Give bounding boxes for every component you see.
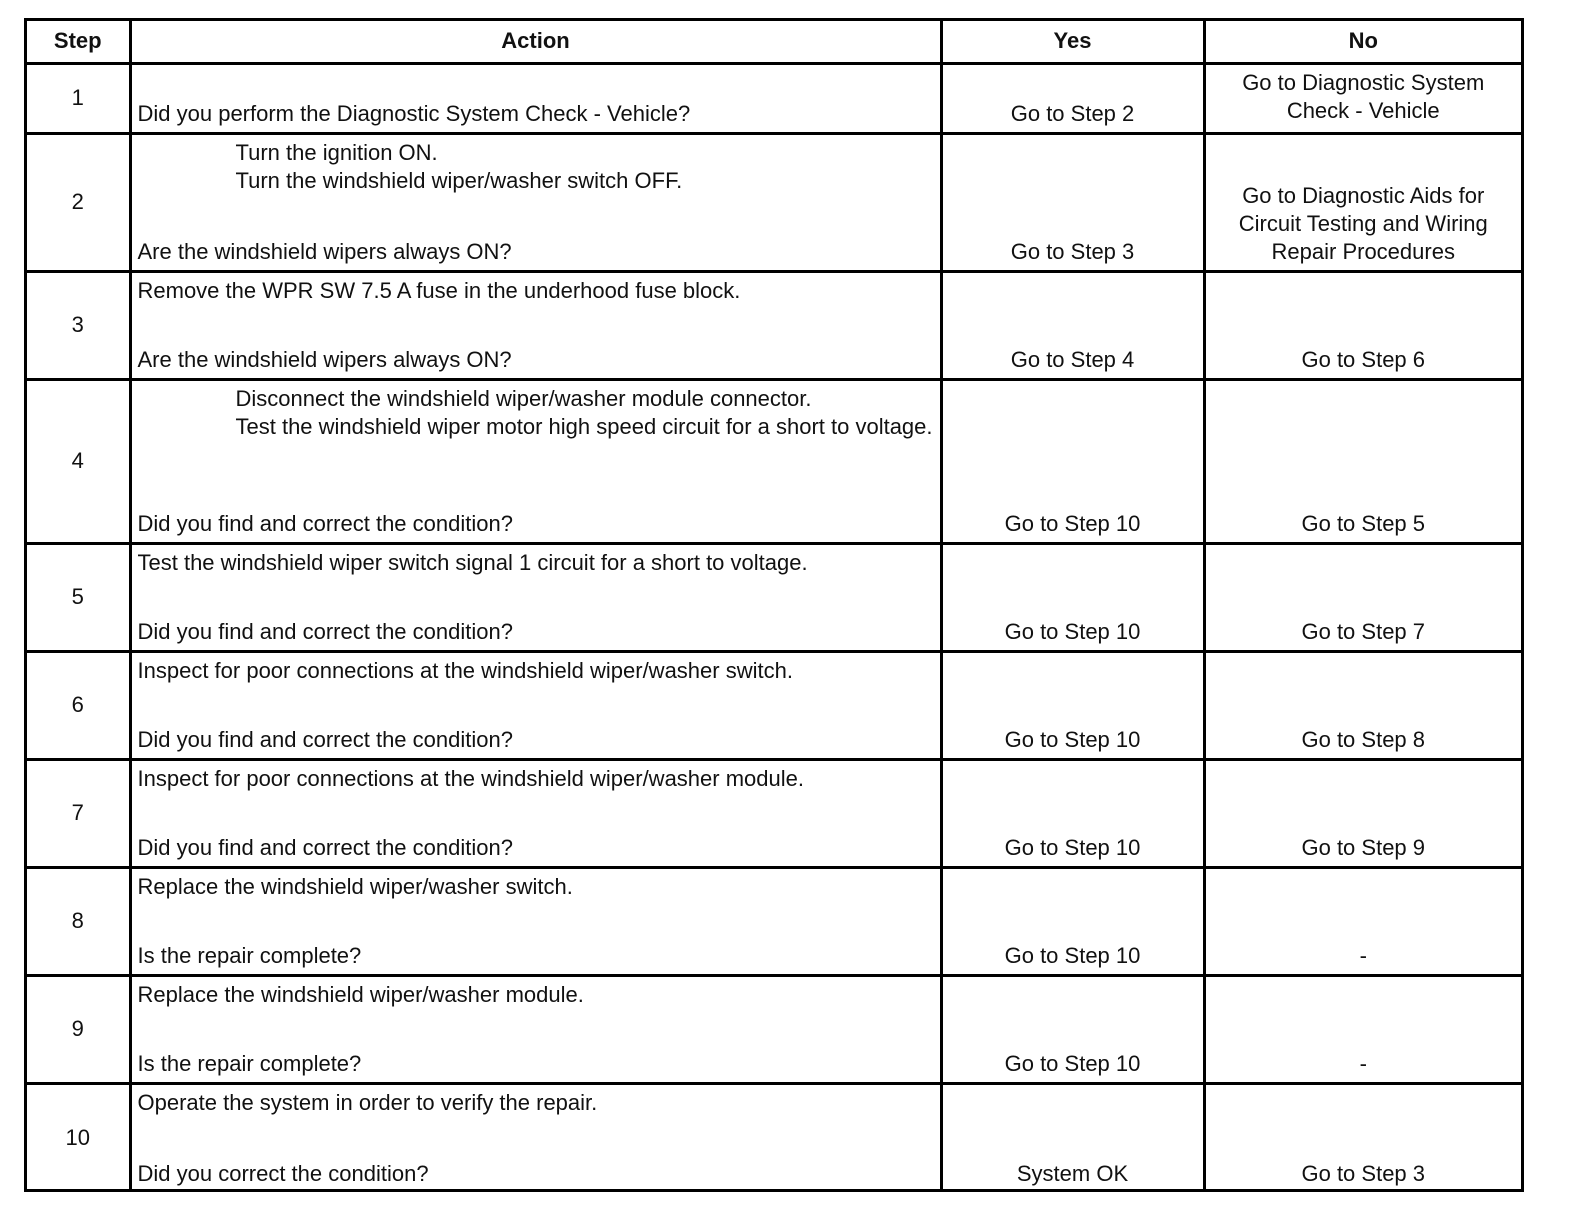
table-row — [27, 543, 1521, 651]
table-row — [27, 867, 1521, 975]
table-row — [27, 271, 1521, 379]
instruction-item: Turn the ignition ON. — [235, 139, 438, 165]
step-number: 10 — [27, 1083, 130, 1192]
instruction-text: Replace the windshield wiper/washer module. — [137, 981, 584, 1007]
action-question: Did you find and correct the condition? — [137, 618, 513, 644]
action-question: Is the repair complete? — [137, 1050, 362, 1076]
action-question: Are the windshield wipers always ON? — [137, 346, 512, 372]
header-row — [27, 21, 1521, 63]
action-cell — [130, 133, 941, 271]
yes-result: Go to Step 10 — [941, 543, 1204, 651]
yes-result: Go to Step 3 — [941, 133, 1204, 271]
instruction-text: Test the windshield wiper switch signal 1 circuit for a short to voltage. — [137, 549, 808, 575]
instruction-list — [138, 139, 934, 195]
yes-result: Go to Step 4 — [941, 271, 1204, 379]
instruction-item: Test the windshield wiper motor high speed circuit for a short to voltage. — [235, 413, 933, 439]
action-cell — [130, 379, 941, 543]
step-number: 6 — [27, 651, 130, 759]
table-row — [27, 975, 1521, 1083]
action-question: Did you perform the Diagnostic System Check - Vehicle? — [137, 100, 691, 126]
step-number: 1 — [27, 63, 130, 133]
table-row — [27, 1083, 1521, 1192]
yes-result: Go to Step 10 — [941, 651, 1204, 759]
diagnostic-table — [24, 18, 1524, 1192]
diagnostic-steps-table — [27, 21, 1521, 1192]
action-cell — [130, 867, 941, 975]
no-result: Go to Step 6 — [1204, 271, 1521, 379]
yes-result: Go to Step 10 — [941, 975, 1204, 1083]
table-row — [27, 63, 1521, 133]
action-question: Did you correct the condition? — [137, 1161, 429, 1186]
action-cell — [130, 975, 941, 1083]
instruction-list — [138, 385, 934, 441]
action-question: Did you find and correct the condition? — [137, 726, 513, 752]
no-result: Go to Diagnostic System Check - Vehicle — [1204, 63, 1521, 133]
step-number: 9 — [27, 975, 130, 1083]
yes-result: Go to Step 2 — [941, 63, 1204, 133]
no-result: Go to Step 9 — [1204, 759, 1521, 867]
table-row — [27, 759, 1521, 867]
table-row — [27, 133, 1521, 271]
instruction-item: Disconnect the windshield wiper/washer module connector. — [235, 385, 812, 411]
no-result: - — [1204, 975, 1521, 1083]
action-cell — [130, 543, 941, 651]
yes-result: Go to Step 10 — [941, 759, 1204, 867]
action-question: Is the repair complete? — [137, 942, 362, 968]
step-number: 4 — [27, 379, 130, 543]
action-cell — [130, 759, 941, 867]
no-result: Go to Step 8 — [1204, 651, 1521, 759]
action-cell — [130, 651, 941, 759]
table-row — [27, 379, 1521, 543]
step-number: 7 — [27, 759, 130, 867]
action-cell — [130, 63, 941, 133]
yes-result: Go to Step 10 — [941, 867, 1204, 975]
action-question: Did you find and correct the condition? — [137, 834, 513, 860]
header-yes: Yes — [941, 21, 1204, 63]
yes-result: System OK — [941, 1083, 1204, 1192]
no-result: Go to Diagnostic Aids for Circuit Testing and Wiring Repair Procedures — [1204, 133, 1521, 271]
action-cell — [130, 1083, 941, 1192]
instruction-text: Inspect for poor connections at the windshield wiper/washer switch. — [137, 657, 793, 683]
no-result: Go to Step 3 — [1204, 1083, 1521, 1192]
instruction-item: Turn the windshield wiper/washer switch OFF. — [235, 167, 683, 193]
action-question: Did you find and correct the condition? — [137, 510, 513, 536]
table-row — [27, 651, 1521, 759]
instruction-text: Replace the windshield wiper/washer switch. — [137, 873, 573, 899]
action-cell — [130, 271, 941, 379]
header-step: Step — [27, 21, 130, 63]
instruction-text: Operate the system in order to verify the repair. — [137, 1089, 598, 1115]
instruction-text: Inspect for poor connections at the windshield wiper/washer module. — [137, 765, 804, 791]
no-result: Go to Step 5 — [1204, 379, 1521, 543]
action-question: Are the windshield wipers always ON? — [137, 238, 512, 264]
step-number: 8 — [27, 867, 130, 975]
step-number: 2 — [27, 133, 130, 271]
step-number: 5 — [27, 543, 130, 651]
instruction-text: Remove the WPR SW 7.5 A fuse in the underhood fuse block. — [137, 277, 741, 303]
header-action: Action — [130, 21, 941, 63]
step-number: 3 — [27, 271, 130, 379]
yes-result: Go to Step 10 — [941, 379, 1204, 543]
no-result: Go to Step 7 — [1204, 543, 1521, 651]
no-result: - — [1204, 867, 1521, 975]
header-no: No — [1204, 21, 1521, 63]
